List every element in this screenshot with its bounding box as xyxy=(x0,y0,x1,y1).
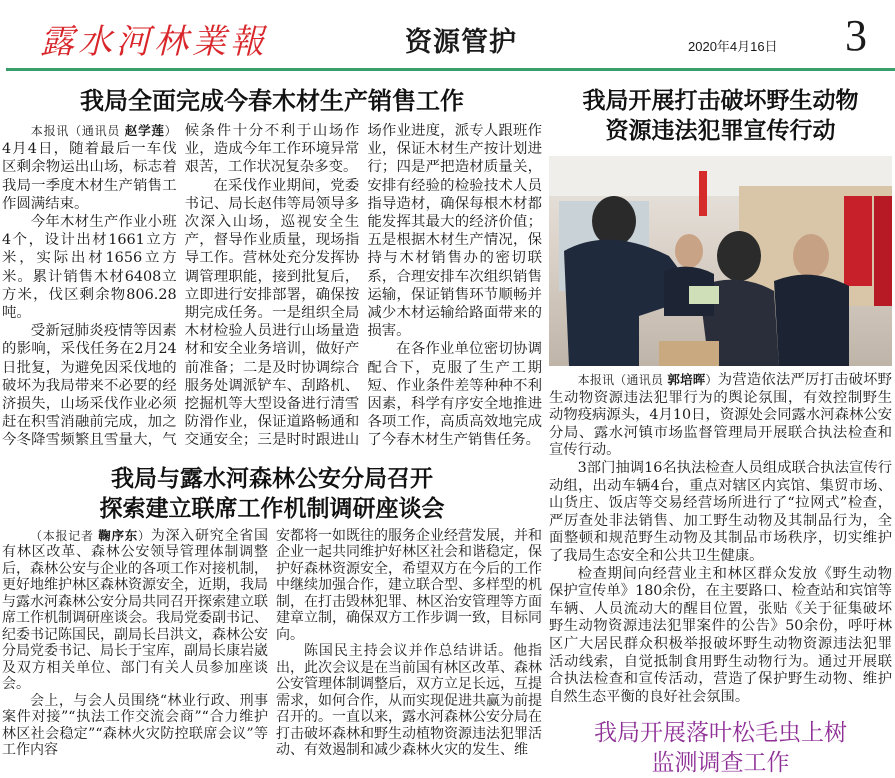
issue-date: 2020年4月16日 xyxy=(688,39,778,54)
page-number: 3 xyxy=(845,11,867,60)
masthead-divider xyxy=(6,68,895,71)
article3-title-line: 资源违法犯罪宣传行动 xyxy=(605,118,836,144)
article1-paragraph: 今年木材生产作业小班4个，设计出材1661立方米，实际出材1656立方米。累计销售木材6408立方米，伐区剩余物806.28吨。 xyxy=(2,214,177,322)
newspaper-logo: 露水河林業報 xyxy=(40,22,268,62)
section-title: 资源管护 xyxy=(405,27,517,58)
article3-lead: 本报讯（通讯员 郭培晖）为营造依法严厉打击破坏野生动物资源违法犯罪行为的舆论氛围，有效控制野生动物疫病源头，4月10日，资源处会同露水河森林公安分局、露水河镇市场监督管理局开展联合执法检查和宣传行动。 xyxy=(549,372,892,459)
left-column xyxy=(2,86,542,759)
article1-paragraph: 受新冠肺炎疫情等因素的影响，采伐任务在2月24日批复，为避免因采伐地的破坏为我局带来不必要的经济损失，山场采伐作业必须赶在积雪消融前完成，加之今冬降雪频繁且雪量大，气候条件十分不利于山场作业，造成今年工作环境异常艰苦，工作状况复杂多变。 xyxy=(2,123,360,449)
news-photo xyxy=(549,156,892,366)
article2-title-line: 探索建立联席工作机制调研座谈会 xyxy=(99,495,445,522)
article1-body xyxy=(2,122,542,450)
article3-title-line: 我局开展打击破坏野生动物 xyxy=(582,88,859,114)
article2-column-2 xyxy=(276,528,542,759)
article3-paragraph: 3部门抽调16名执法检查人员组成联合执法宣传行动组，出动车辆4台，重点对辖区内宾馆、集贸市场、山货庄、饭店等交易经营场所进行了“拉网式”检查，严厉查处非法销售、加工野生动物及其制品行为，全面整顿和规范野生动物及其制品市场秩序，切实维护了我局生态安全和公共卫生健康。 xyxy=(549,459,892,564)
article2-paragraph: 安都将一如既往的服务企业经营发展，并和企业一起共同维护好林区社会和谐稳定，保护好森林资源安全，希望双方在今后的工作中继续加强合作，建立联合型、多样型的机制，在打击毁林犯罪、林区治安管理等方面建章立制，确保双方工作步调一致，目标同向。 xyxy=(276,527,542,643)
article2-paragraph: 会上，与会人员围绕“林业行政、刑事案件对接”“执法工作交流会商”“合力维护林区社会稳定”“森林火灾防控联席会议”等工作内容 xyxy=(2,692,268,759)
article1-title: 我局全面完成今春木材生产销售工作 xyxy=(80,87,464,115)
article2-column-1 xyxy=(2,528,268,759)
article4-title-line: 监测调查工作 xyxy=(651,750,790,777)
article2-title xyxy=(2,464,542,524)
article1-lead: 本报讯（通讯员 赵学莲）4月4日，随着最后一车伐区剩余物运出山场，标志着我局一季度木材生产销售工作圆满结束。 xyxy=(2,123,177,212)
article2-byline: （本报记者 鞠序东） xyxy=(30,527,151,543)
article3-paragraph: 检查期间向经营业主和林区群众发放《野生动物保护宣传单》180余份，在主要路口、检查站和宾馆等车辆、人员流动大的醒目位置，张贴《关于征集破坏野生动物资源违法犯罪案件的公告》50余份，呼吁林区广大居民群众积极举报破坏野生动物资源违法犯罪活动线索，自觉抵制食用野生动物行为。通过开展联合执法检查和宣传活动，营造了保护野生动物、维护自然生态平衡的良好社会氛围。 xyxy=(549,565,892,705)
article2-title-line: 我局与露水河森林公安分局召开 xyxy=(111,465,433,492)
article2-lead: （本报记者 鞠序东）为深入研究全省国有林区改革、森林公安领导管理体制调整后，森林公安与企业的各项工作对接机制，更好地维护林区森林资源安全，近期，我局与露水河森林公安分局共同召开探索建立联席工作机制调研座谈会。我局党委副书记、纪委书记陈国民，副局长吕洪文，森林公安分局党委书记、局长于宝库，副局长康岩崴及双方相关单位、部门有关人员参加座谈会。 xyxy=(2,527,268,693)
article3-body xyxy=(549,371,892,706)
right-column xyxy=(549,86,892,778)
article3-byline: 本报讯（通讯员 郭培晖） xyxy=(577,372,718,387)
article2-body xyxy=(2,528,542,759)
article1-paragraph: 在各作业单位密切协调配合下，克服了生产工期短、作业条件差等种种不利因素，科学有序安全地推进各项工作，高质高效地完成了今春木材生产销售任务。 xyxy=(367,341,542,449)
article2-paragraph: 陈国民主持会议并作总结讲话。他指出，此次会议是在当前国有林区改革、森林公安管理体制调整后，双方立足长远，互提需求，如何合作，从而实现促进共赢为前提召开的。一直以来，露水河森林公安分局在打击破坏森林和野生动植物资源违法犯罪活动、有效遏制和减少森林火灾的发生、维 xyxy=(276,643,542,759)
article4-title-line: 我局开展落叶松毛虫上树 xyxy=(594,720,847,747)
photo-illustration xyxy=(549,156,892,366)
article1-paragraph: 在采伐作业期间，党委书记、局长赵伟等局领导多次深入山场，巡视安全生产，督导作业质量，现场指导工作。营林处充分发挥协调管理职能，接到批复后，立即进行安排部署，确保按期完成任务。一是组织全局木材检验人员进行山场量造材和安全业务培训，做好产前准备；二是及时协调综合服务处调派铲车、刮路机、挖掘机等大型设备进行清雪防滑作业，保证道路畅通和交通安全；三是时时跟进山场作业进度，派专人跟班作业，保证木材生产按计划进行；四是严把造材质量关，安排有经验的检验技术人员指导造材，确保每根木材都能发挥其最大的经济价值；五是根据木材生产情况，保持与木材销售办的密切联系，合理安排车次组织销售运输，保证销售环节顺畅并减少木材运输给路面带来的损害。 xyxy=(184,123,542,449)
article3-title xyxy=(549,86,892,146)
article1-byline: 本报讯（通讯员 赵学莲） xyxy=(30,123,177,138)
article4-title xyxy=(549,718,892,778)
